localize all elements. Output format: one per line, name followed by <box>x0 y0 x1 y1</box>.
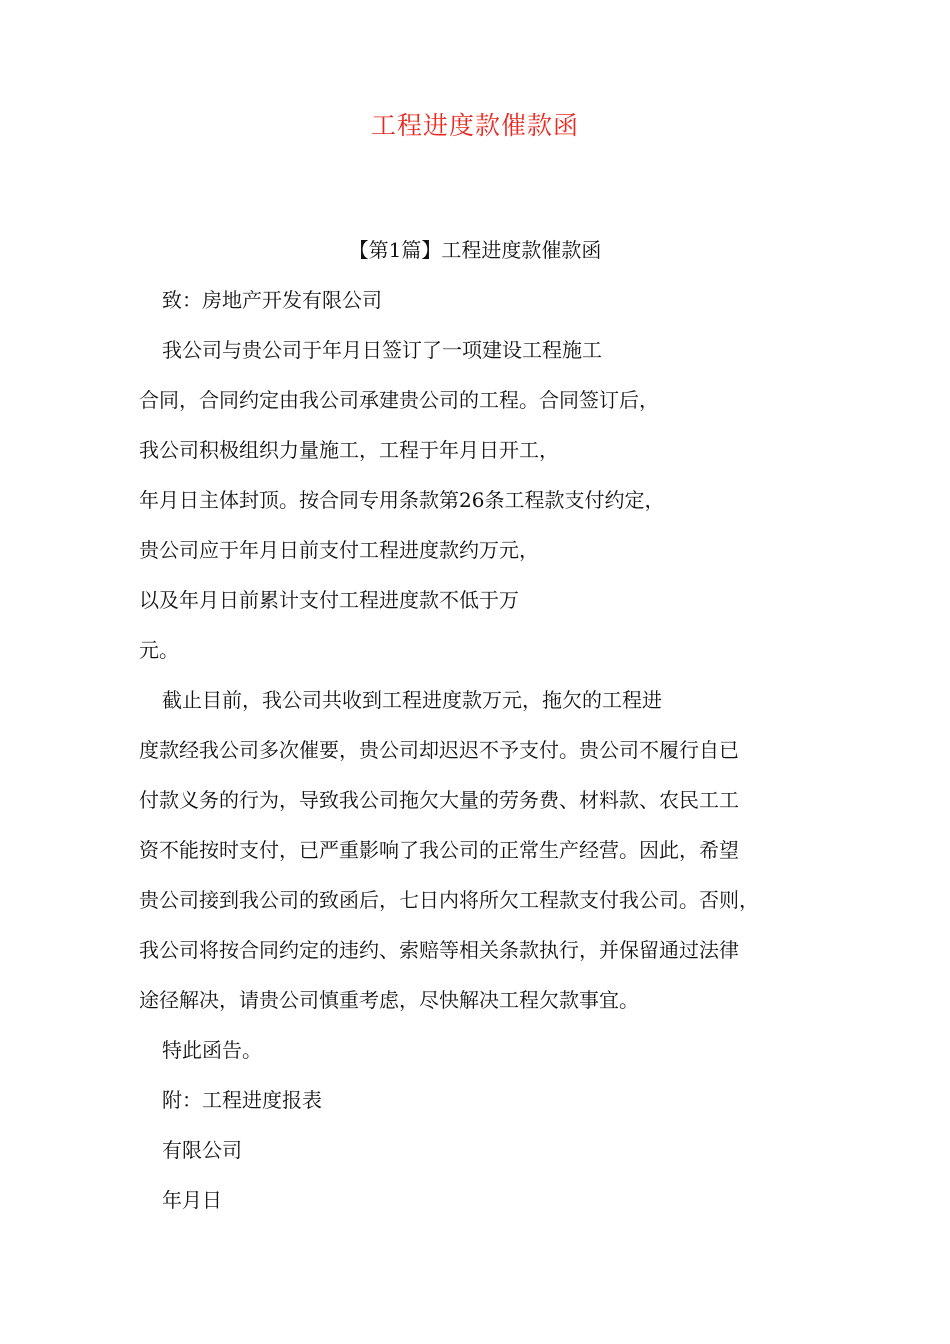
signature-company: 有限公司 <box>162 1138 242 1162</box>
paragraph-2-line-7: 途径解决，请贵公司慎重考虑，尽快解决工程欠款事宜。 <box>139 988 639 1012</box>
paragraph-1-line-1: 我公司与贵公司于年月日签订了一项建设工程施工 <box>162 338 602 362</box>
paragraph-1-line-5: 贵公司应于年月日前支付工程进度款约万元， <box>139 538 539 562</box>
paragraph-2-line-5: 贵公司接到我公司的致函后，七日内将所欠工程款支付我公司。否则， <box>139 888 759 912</box>
paragraph-1-line-7: 元。 <box>139 638 179 662</box>
paragraph-1-line-3: 我公司积极组织力量施工，工程于年月日开工， <box>139 438 559 462</box>
attachment-line: 附：工程进度报表 <box>162 1088 322 1112</box>
paragraph-2-line-1: 截止目前，我公司共收到工程进度款万元，拖欠的工程进 <box>162 688 662 712</box>
section-heading: 【第1篇】工程进度款催款函 <box>348 238 602 262</box>
paragraph-2-line-3: 付款义务的行为，导致我公司拖欠大量的劳务费、材料款、农民工工 <box>139 788 739 812</box>
salutation: 致：房地产开发有限公司 <box>162 288 382 312</box>
paragraph-1-line-4: 年月日主体封顶。按合同专用条款第26条工程款支付约定， <box>139 488 665 512</box>
paragraph-2-line-2: 度款经我公司多次催要，贵公司却迟迟不予支付。贵公司不履行自已 <box>139 738 739 762</box>
paragraph-2-line-4: 资不能按时支付，已严重影响了我公司的正常生产经营。因此，希望 <box>139 838 739 862</box>
document-title: 工程进度款催款函 <box>370 111 579 140</box>
signature-date: 年月日 <box>162 1188 222 1212</box>
paragraph-1-line-2: 合同，合同约定由我公司承建贵公司的工程。合同签订后， <box>139 388 659 412</box>
paragraph-1-line-6: 以及年月日前累计支付工程进度款不低于万 <box>139 588 519 612</box>
closing-line: 特此函告。 <box>162 1038 262 1062</box>
paragraph-2-line-6: 我公司将按合同约定的违约、索赔等相关条款执行，并保留通过法律 <box>139 938 739 962</box>
